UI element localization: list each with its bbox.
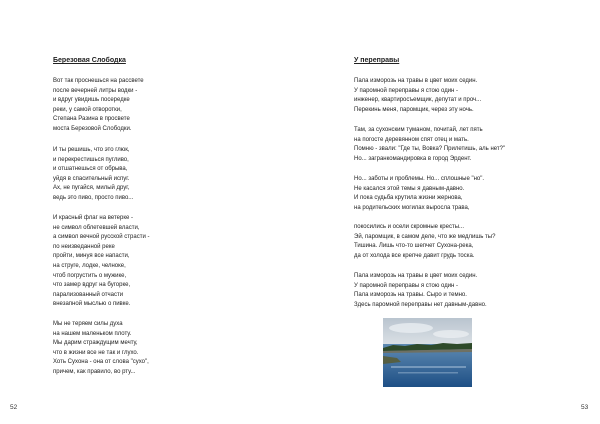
poem-line: Но... заботы и проблемы. Но... сплошные "но". (354, 176, 485, 182)
poem-line: на погосте деревянном спят отец и мать. (354, 136, 469, 143)
poem-line: Степана Разина в просвете (53, 116, 130, 123)
stanza-right-4 (354, 223, 495, 261)
poem-line: уйдя в спасительный испуг. (53, 175, 130, 182)
stanza-left-1 (53, 77, 144, 135)
poem-line: пройти, минуя все напасти, (53, 253, 130, 260)
poem-line: моста Березовой Слободки. (53, 125, 132, 132)
stanza-left-2 (53, 146, 133, 204)
page-number-right: 53 (581, 404, 589, 411)
stanza-right-1 (354, 77, 481, 115)
river-landscape-image (383, 318, 472, 387)
poem-line: Не касался этой темы я давным-давно. (354, 185, 465, 192)
poem-line: И красный флаг на ветерке - (53, 215, 134, 221)
poem-line: покосились и осели скромные кресты... (354, 224, 465, 230)
poem-line: по неизведанной реке (53, 243, 115, 250)
poem-line: на нашем маленьком плоту. (53, 330, 132, 337)
stanza-right-5 (354, 272, 487, 310)
stanza-left-4 (53, 320, 149, 378)
poem-line: реки, у самой отворотки, (53, 106, 122, 113)
poem-line: Здесь паромной переправы нет давным-давно. (354, 301, 487, 308)
poem-line: что в жизни все не так и глухо. (53, 349, 139, 356)
poem-line: и вдруг увидишь посередке (53, 97, 130, 104)
stanza-right-2 (354, 126, 505, 164)
poem-line: Помню - звали: "Где ты, Вовка? Прилетишь, аль нет?" (354, 146, 506, 153)
poem-line: Ах, не пугайся, милый друг, (53, 185, 130, 192)
poem-line: Вот так проснешься на рассвете (53, 78, 144, 84)
poem-line: У паромной переправы я стою один - (354, 87, 459, 94)
poem-line: не символ облетевшей власти, (53, 224, 140, 231)
page-number-left: 52 (10, 404, 18, 411)
poem-line: Эй, паромщик, в самом деле, что же медлишь ты? (354, 233, 496, 240)
poem-line: что замер вдруг на бугорке, (53, 282, 131, 289)
poem-line: Пала изморозь на травы в цвет моих седин. (354, 78, 478, 84)
poem-line: парализованный отчасти (53, 291, 124, 298)
poem-line: Пала изморозь на травы в цвет моих седин. (354, 273, 478, 279)
poem-line: причем, как правило, во рту... (53, 368, 136, 375)
poem-line: Мы не теряем силы духа (53, 321, 123, 327)
poem-line: Пала изморозь на травы. Сыро и темно. (354, 292, 467, 299)
poem-line: И пока судьба крутила жизни жернова, (354, 195, 463, 202)
poem-line: У паромной переправы я стою один - (354, 282, 459, 289)
poem-line: и отшатнешься от обрыва, (53, 166, 128, 173)
poem-line: внезапной мыслью о пивке. (53, 301, 131, 308)
poem-line: после вечерней литры водки - (53, 87, 138, 94)
poem-line: Там, за сухонским туманом, почитай, лет пять (354, 127, 483, 133)
river-landscape-photo (383, 318, 472, 387)
poem-line: инженер, квартиросъемщик, депутат и проч... (354, 97, 482, 104)
poem-line: на струге, лодке, челноке, (53, 262, 126, 269)
poem-line: на родительских могилах выросла трава, (354, 204, 470, 211)
poem-line: а символ вечной русской страсти - (53, 234, 150, 241)
poem-title-right: У переправы (354, 57, 400, 64)
stanza-right-3 (354, 175, 484, 213)
poem-line: и перекрестишься пугливо, (53, 156, 129, 163)
stanza-left-3 (53, 214, 149, 310)
poem-line: Хоть Сухона - она от слова "сухо", (53, 359, 149, 366)
poem-line: Перекинь меня, паромщик, через эту ночь. (354, 106, 474, 113)
poem-line: ведь это пиво, просто пиво... (53, 194, 134, 201)
poem-line: чтоб погрустить о мужике, (53, 272, 127, 279)
poem-line: И ты решишь, что это глюк, (53, 147, 130, 153)
poem-line: Мы дарим страждущим мечту, (53, 340, 138, 347)
poem-line: Но... загранкомандировка в город Эрдент. (354, 155, 472, 162)
poem-line: Тишина. Лишь что-то шепчет Сухона-река, (354, 243, 474, 250)
poem-line: да от холода все крепче давит грудь тоска. (354, 252, 475, 259)
poem-title-left: Березовая Слободка (53, 57, 126, 64)
